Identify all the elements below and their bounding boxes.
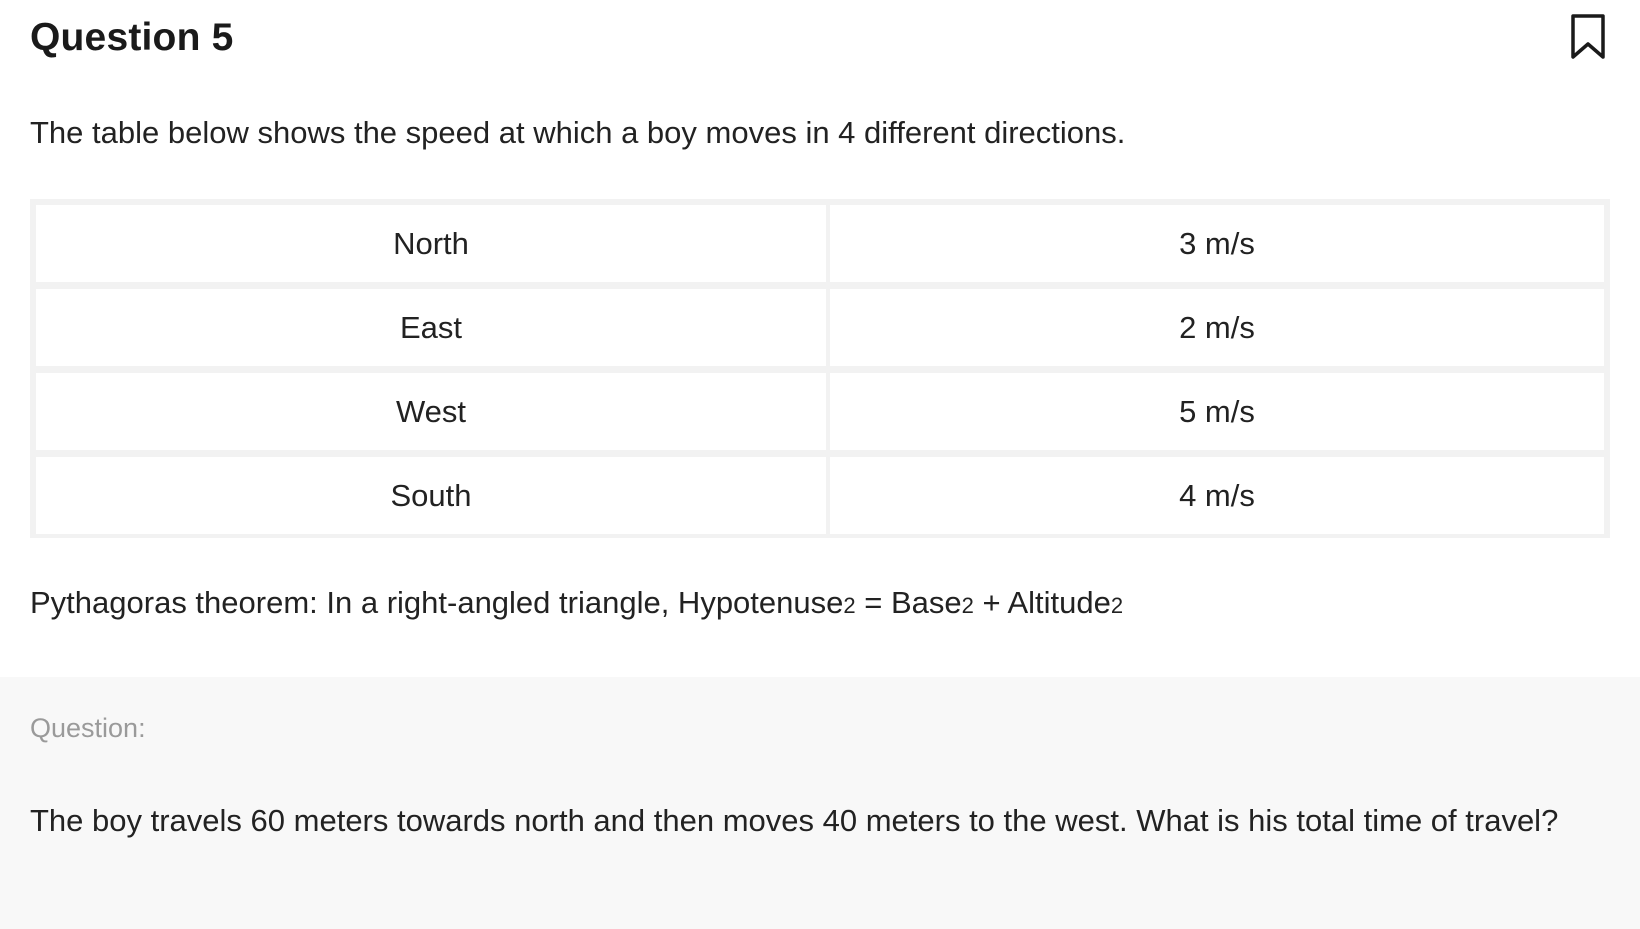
table-row [36,205,1604,282]
question-header [30,12,1610,72]
direction-cell: West [36,366,826,450]
table-row [36,366,1604,450]
speed-table [30,199,1610,538]
speed-cell: 4 m/s [826,450,1604,534]
speed-cell: 2 m/s [826,282,1604,366]
theorem-exponent: 2 [1110,593,1124,618]
question-text: The boy travels 60 meters towards north and then moves 40 meters to the west. What is his total time of travel? [30,803,1559,838]
question-title: Question 5 [30,16,234,59]
direction-cell: South [36,450,826,534]
direction-cell: East [36,282,826,366]
speed-cell: 5 m/s [826,366,1604,450]
question-panel [0,677,1640,929]
question-label: Question: [30,713,146,743]
intro-text: The table below shows the speed at which a boy moves in 4 different directions. [30,115,1126,150]
direction-cell: North [36,205,826,282]
bookmark-icon[interactable] [1566,13,1610,61]
table-row [36,450,1604,534]
pythagoras-theorem-note [30,585,1123,621]
theorem-base: = Base [855,585,962,620]
theorem-altitude: + Altitude [973,585,1111,620]
theorem-exponent: 2 [843,593,856,618]
theorem-exponent: 2 [961,593,974,618]
speed-cell: 3 m/s [826,205,1604,282]
table-row [36,282,1604,366]
theorem-prefix: Pythagoras theorem: In a right-angled triangle, Hypotenuse [30,585,844,620]
